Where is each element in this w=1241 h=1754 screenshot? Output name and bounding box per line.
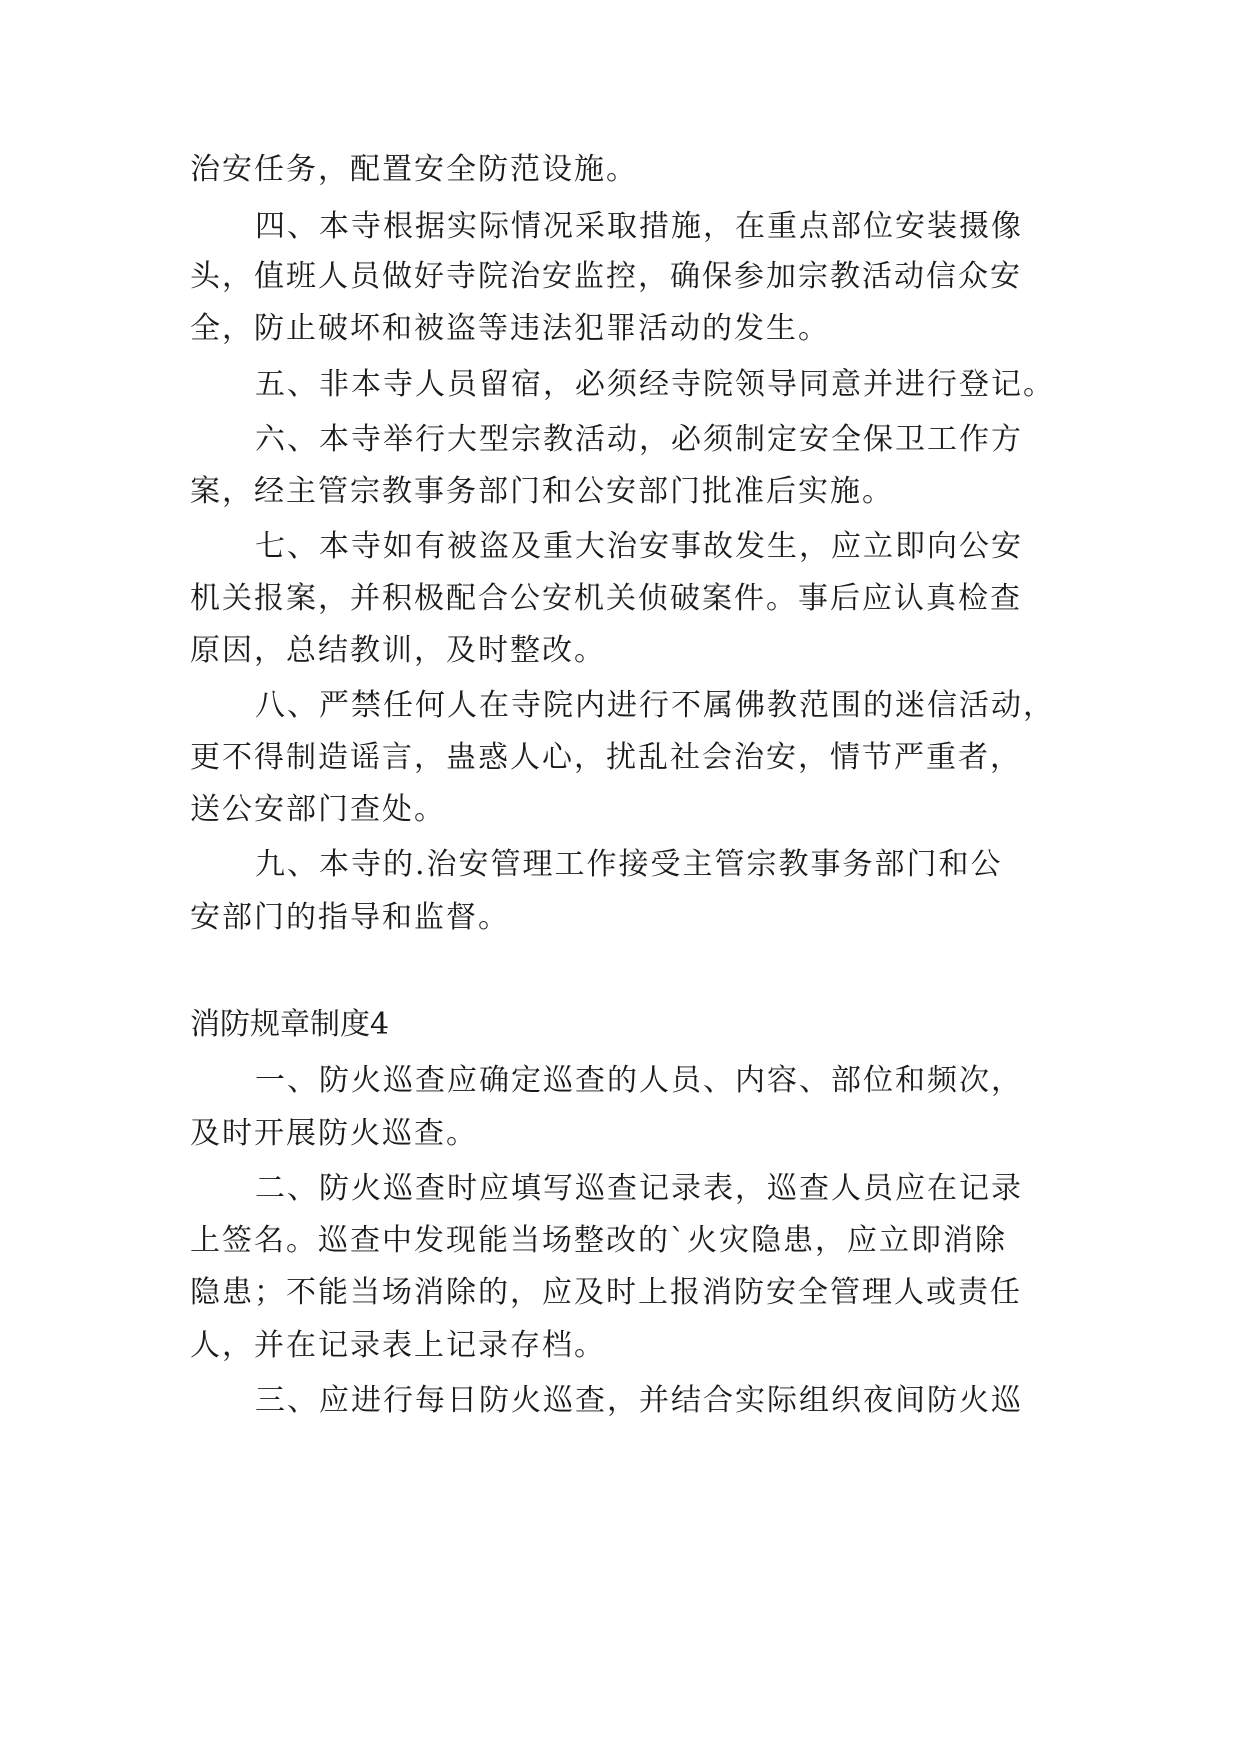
- text-line: 上签名。巡查中发现能当场整改的`火灾隐患，应立即消除: [190, 1223, 1007, 1258]
- paragraph-8-first-line: 八、严禁任何人在寺院内进行不属佛教范围的迷信活动，: [255, 688, 1055, 723]
- paragraph-1-first-line: 一、防火巡查应确定巡查的人员、内容、部位和频次，: [255, 1063, 1023, 1098]
- text-line: 案，经主管宗教事务部门和公安部门批准后实施。: [190, 474, 894, 509]
- paragraph-7-first-line: 七、本寺如有被盗及重大治安事故发生，应立即向公安: [255, 529, 1023, 564]
- text-line: 安部门的指导和监督。: [190, 900, 510, 935]
- text-line: 送公安部门查处。: [190, 792, 446, 827]
- text-line: 更不得制造谣言，蛊惑人心，扰乱社会治安，情节严重者，: [190, 740, 1022, 775]
- paragraph-3-first-line: 三、应进行每日防火巡查，并结合实际组织夜间防火巡: [255, 1383, 1023, 1418]
- paragraph-9-first-line: 九、本寺的.治安管理工作接受主管宗教事务部门和公: [255, 847, 1003, 882]
- text-line: 隐患；不能当场消除的，应及时上报消防安全管理人或责任: [190, 1275, 1022, 1310]
- text-line: 机关报案，并积极配合公安机关侦破案件。事后应认真检查: [190, 581, 1022, 616]
- section-heading: 消防规章制度4: [190, 1007, 390, 1042]
- text-line: 头，值班人员做好寺院治安监控，确保参加宗教活动信众安: [190, 259, 1022, 294]
- paragraph-5: 五、非本寺人员留宿，必须经寺院领导同意并进行登记。: [255, 367, 1055, 402]
- text-line: 人，并在记录表上记录存档。: [190, 1328, 606, 1363]
- paragraph-4-first-line: 四、本寺根据实际情况采取措施，在重点部位安装摄像: [255, 209, 1023, 244]
- text-line: 治安任务，配置安全防范设施。: [190, 152, 638, 187]
- paragraph-6-first-line: 六、本寺举行大型宗教活动，必须制定安全保卫工作方: [255, 422, 1023, 457]
- text-line: 及时开展防火巡查。: [190, 1116, 478, 1151]
- paragraph-2-first-line: 二、防火巡查时应填写巡查记录表，巡查人员应在记录: [255, 1171, 1023, 1206]
- text-line: 原因，总结教训，及时整改。: [190, 633, 606, 668]
- text-line: 全，防止破坏和被盗等违法犯罪活动的发生。: [190, 311, 830, 346]
